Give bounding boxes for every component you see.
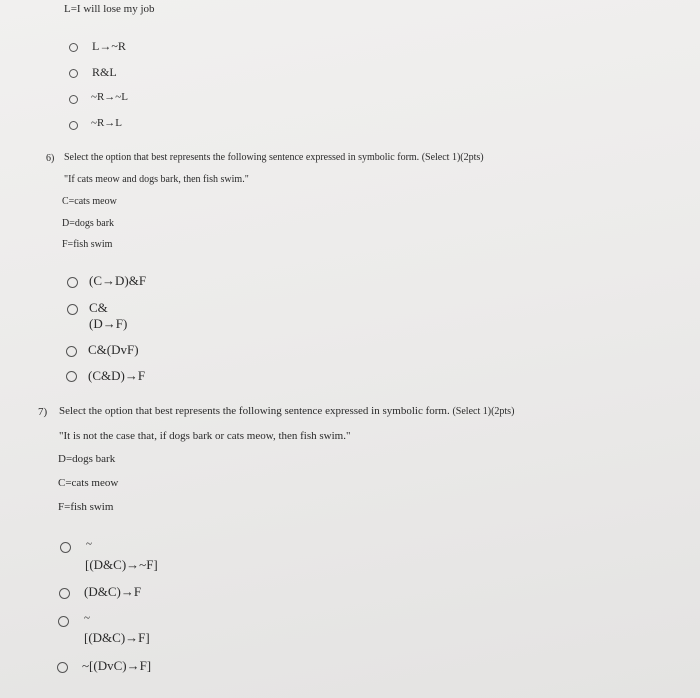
q6-definition-d: D=dogs bark [62,218,115,229]
q6-sentence: "If cats meow and dogs bark, then fish swim." [64,174,249,185]
q5-option-4-label: ~R→L [91,117,123,129]
q5-prompt-tail: L=I will lose my job [64,3,155,15]
q7-definition-f: F=fish swim [58,501,114,513]
q6-question: Select the option that best represents the following sentence expressed in symbolic form. [64,152,420,163]
q5-option-4-radio[interactable] [69,121,78,130]
q7-option-2-label: (D&C)→F [84,584,142,599]
q5-option-2-radio[interactable] [69,69,78,78]
q7-question-text [59,405,514,417]
q7-option-1-label-cont: [(D&C)→~F] [85,557,158,572]
q5-option-1-radio[interactable] [69,43,78,52]
q7-option-4-radio[interactable] [57,662,68,673]
q6-option-2-radio[interactable] [67,304,78,315]
q7-definition-c: C=cats meow [58,477,119,489]
q5-option-3-radio[interactable] [69,95,78,104]
q7-option-1-label: ~ [86,538,92,550]
q6-option-1-radio[interactable] [67,277,78,288]
q5-option-2-label: R&L [92,65,117,79]
q6-meta: (Select 1)(2pts) [421,152,484,163]
q6-option-2-label-cont: (D→F) [89,316,128,331]
q7-option-3-label-cont: [(D&C)→F] [84,630,150,645]
q7-option-3-radio[interactable] [58,616,69,627]
q7-number: 7) [38,406,48,418]
q6-option-3-label: C&(DvF) [88,342,139,357]
q7-option-2-radio[interactable] [59,588,70,599]
q7-meta: (Select 1)(2pts) [452,406,515,417]
q6-option-1-label: (C→D)&F [89,273,147,288]
q6-option-2-label: C& [89,300,108,315]
q6-question-text [64,152,484,163]
q6-number: 6) [46,153,55,164]
q6-option-3-radio[interactable] [66,346,77,357]
q7-sentence: "It is not the case that, if dogs bark or cats meow, then fish swim." [59,430,351,442]
q6-option-4-label: (C&D)→F [88,368,146,383]
q7-option-1-radio[interactable] [60,542,71,553]
q6-definition-c: C=cats meow [62,196,117,207]
q5-option-3-label: ~R→~L [91,91,128,103]
q6-definition-f: F=fish swim [62,239,113,250]
q5-option-1-label: L→~R [92,39,126,53]
q6-option-4-radio[interactable] [66,371,77,382]
q7-option-3-label: ~ [84,612,90,624]
q7-definition-d: D=dogs bark [58,453,116,465]
q7-question: Select the option that best represents the following sentence expressed in symbolic form. [59,405,450,417]
q7-option-4-label: ~[(DvC)→F] [82,658,152,673]
